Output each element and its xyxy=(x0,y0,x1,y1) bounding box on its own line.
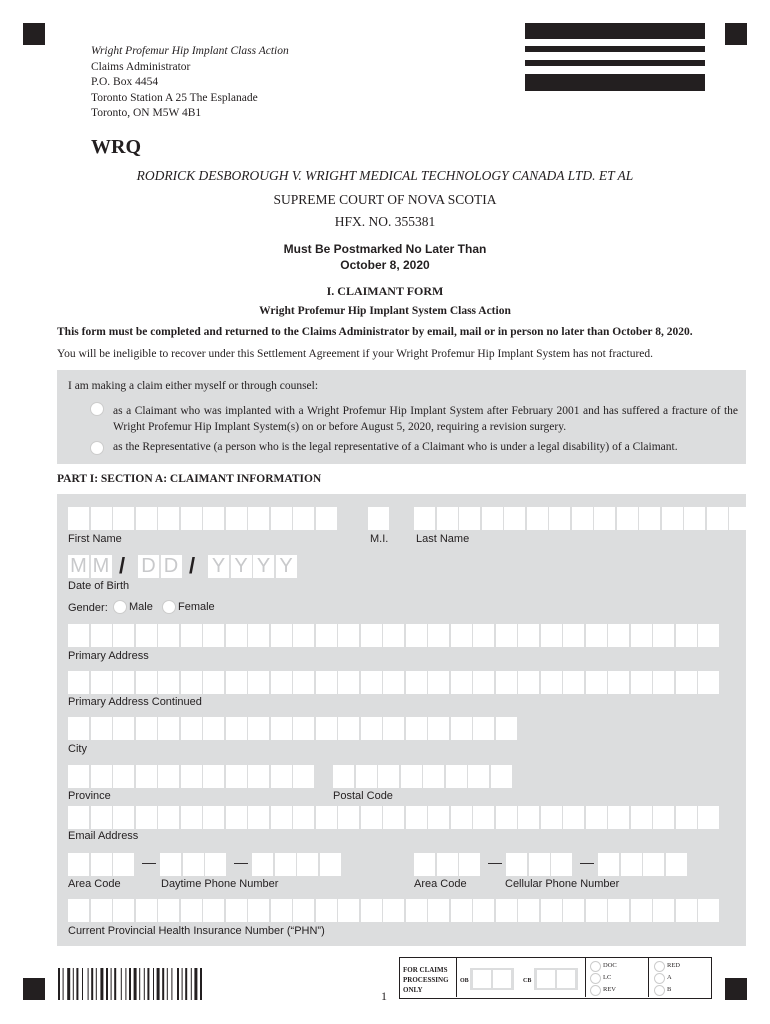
primary-address-cont-input[interactable] xyxy=(68,671,721,694)
registration-mark-top-left xyxy=(23,23,45,45)
dob-separator: / xyxy=(189,553,196,578)
barcode xyxy=(58,968,228,1000)
city-label: City xyxy=(68,743,87,755)
case-title: RODRICK DESBOROUGH V. WRIGHT MEDICAL TECHNOLOGY CANADA LTD. ET AL xyxy=(136,168,634,183)
dob-label: Date of Birth xyxy=(68,580,130,592)
first-name-input[interactable] xyxy=(68,507,338,530)
dob-day-char: D xyxy=(138,555,159,578)
dob-day-input[interactable] xyxy=(138,555,183,578)
deadline-line2: October 8, 2020 xyxy=(340,258,430,272)
gender-label: Gender: xyxy=(68,602,108,614)
claim-type-prompt: I am making a claim either myself or through counsel: xyxy=(68,380,319,392)
female-label: Female xyxy=(178,601,215,613)
area-code-label: Area Code xyxy=(68,878,121,890)
lc-label: LC xyxy=(603,974,612,981)
cb-box[interactable] xyxy=(534,968,578,990)
registration-mark-top-right xyxy=(725,23,747,45)
representative-option-text: as the Representative (a person who is the legal representative of a Claimant who is under a legal disability) of a Claimant. xyxy=(113,441,678,453)
rev-radio[interactable] xyxy=(590,985,601,996)
claimant-option-text: as a Claimant who was implanted with a Wright Profemur Hip Implant System after February 2001 and has suffered a fracture of the Wright Profemur Hip Implant System(s) on or before August 5, 2020, requiring a revision surgery. xyxy=(113,405,738,433)
dob-year-char: Y xyxy=(208,555,229,578)
primary-address-label: Primary Address xyxy=(68,650,149,662)
dob-month-input[interactable] xyxy=(68,555,113,578)
doc-label: DOC xyxy=(603,962,617,969)
last-name-label: Last Name xyxy=(416,533,470,545)
dob-year-input[interactable] xyxy=(208,555,298,578)
email-label: Email Address xyxy=(68,830,139,842)
ineligible-note: You will be ineligible to recover under this Settlement Agreement if your Wright Profemur Hip Implant System has not fractured. xyxy=(57,348,654,360)
female-radio[interactable] xyxy=(162,600,176,614)
phone-dash: — xyxy=(234,854,248,870)
daytime-phone-line-input[interactable] xyxy=(252,853,342,876)
page-number: 1 xyxy=(381,989,387,1003)
sub-heading: Wright Profemur Hip Implant System Class Action xyxy=(259,305,511,317)
dob-year-char: Y xyxy=(231,555,252,578)
province-label: Province xyxy=(68,790,111,802)
representative-radio[interactable] xyxy=(90,441,104,455)
processing-label: FOR CLAIMS PROCESSING ONLY xyxy=(403,966,449,994)
cell-phone-label: Cellular Phone Number xyxy=(505,878,620,890)
rev-label: REV xyxy=(603,986,616,993)
a-radio[interactable] xyxy=(654,973,665,984)
registration-mark-bottom-right xyxy=(725,978,747,1000)
male-label: Male xyxy=(129,601,153,613)
male-radio[interactable] xyxy=(113,600,127,614)
dob-separator: / xyxy=(119,553,126,578)
phn-input[interactable] xyxy=(68,899,721,922)
case-number: HFX. NO. 355381 xyxy=(334,214,436,229)
address-line: Wright Profemur Hip Implant Class Action xyxy=(91,45,289,57)
form-code: WRQ xyxy=(91,136,141,158)
ob-label: OB xyxy=(460,978,469,984)
cell-phone-line-input[interactable] xyxy=(598,853,688,876)
doc-radio[interactable] xyxy=(590,961,601,972)
deadline-line1: Must Be Postmarked No Later Than xyxy=(283,242,487,256)
dob-month-char: M xyxy=(68,555,89,578)
email-input[interactable] xyxy=(68,806,721,829)
court-name: SUPREME COURT OF NOVA SCOTIA xyxy=(273,192,497,207)
lc-radio[interactable] xyxy=(590,973,601,984)
ob-box[interactable] xyxy=(470,968,514,990)
address-line: Claims Administrator xyxy=(91,60,191,73)
b-radio[interactable] xyxy=(654,985,665,996)
daytime-phone-prefix-input[interactable] xyxy=(160,853,228,876)
phone-dash: — xyxy=(488,854,502,870)
mi-label: M.I. xyxy=(370,533,389,545)
processing-box xyxy=(399,957,712,999)
instruction-text: This form must be completed and returned to the Claims Administrator by email, mail or in person no later than October 8, 2020. xyxy=(57,326,693,338)
cell-area-code-label: Area Code xyxy=(414,878,467,890)
mi-input[interactable] xyxy=(368,507,391,530)
daytime-phone-label: Daytime Phone Number xyxy=(161,878,279,890)
primary-address-input[interactable] xyxy=(68,624,721,647)
mailing-address xyxy=(91,44,289,122)
dob-year-char: Y xyxy=(276,555,297,578)
address-line: Toronto, ON M5W 4B1 xyxy=(91,107,202,119)
red-radio[interactable] xyxy=(654,961,665,972)
postal-code-label: Postal Code xyxy=(333,790,393,802)
phn-label: Current Provincial Health Insurance Number (“PHN”) xyxy=(68,925,325,937)
dob-day-char: D xyxy=(161,555,182,578)
part-heading: PART I: SECTION A: CLAIMANT INFORMATION xyxy=(57,473,322,485)
address-line: Toronto Station A 25 The Esplanade xyxy=(91,91,258,104)
cell-phone-prefix-input[interactable] xyxy=(506,853,574,876)
dob-year-char: Y xyxy=(253,555,274,578)
first-name-label: First Name xyxy=(68,533,122,545)
area-code-input[interactable] xyxy=(68,853,136,876)
address-line: P.O. Box 4454 xyxy=(91,76,159,88)
a-label: A xyxy=(667,974,672,981)
primary-address-cont-label: Primary Address Continued xyxy=(68,696,202,708)
dob-month-char: M xyxy=(91,555,112,578)
postal-code-input[interactable] xyxy=(333,765,513,788)
cb-label: CB xyxy=(523,978,532,984)
phone-dash: — xyxy=(580,854,594,870)
last-name-input[interactable] xyxy=(414,507,752,530)
phone-dash: — xyxy=(142,854,156,870)
city-input[interactable] xyxy=(68,717,518,740)
red-label: RED xyxy=(667,962,680,969)
b-label: B xyxy=(667,986,672,993)
claimant-radio[interactable] xyxy=(90,402,104,416)
province-input[interactable] xyxy=(68,765,316,788)
registration-mark-bottom-left xyxy=(23,978,45,1000)
section-heading: I. CLAIMANT FORM xyxy=(326,284,444,298)
cell-area-code-input[interactable] xyxy=(414,853,482,876)
